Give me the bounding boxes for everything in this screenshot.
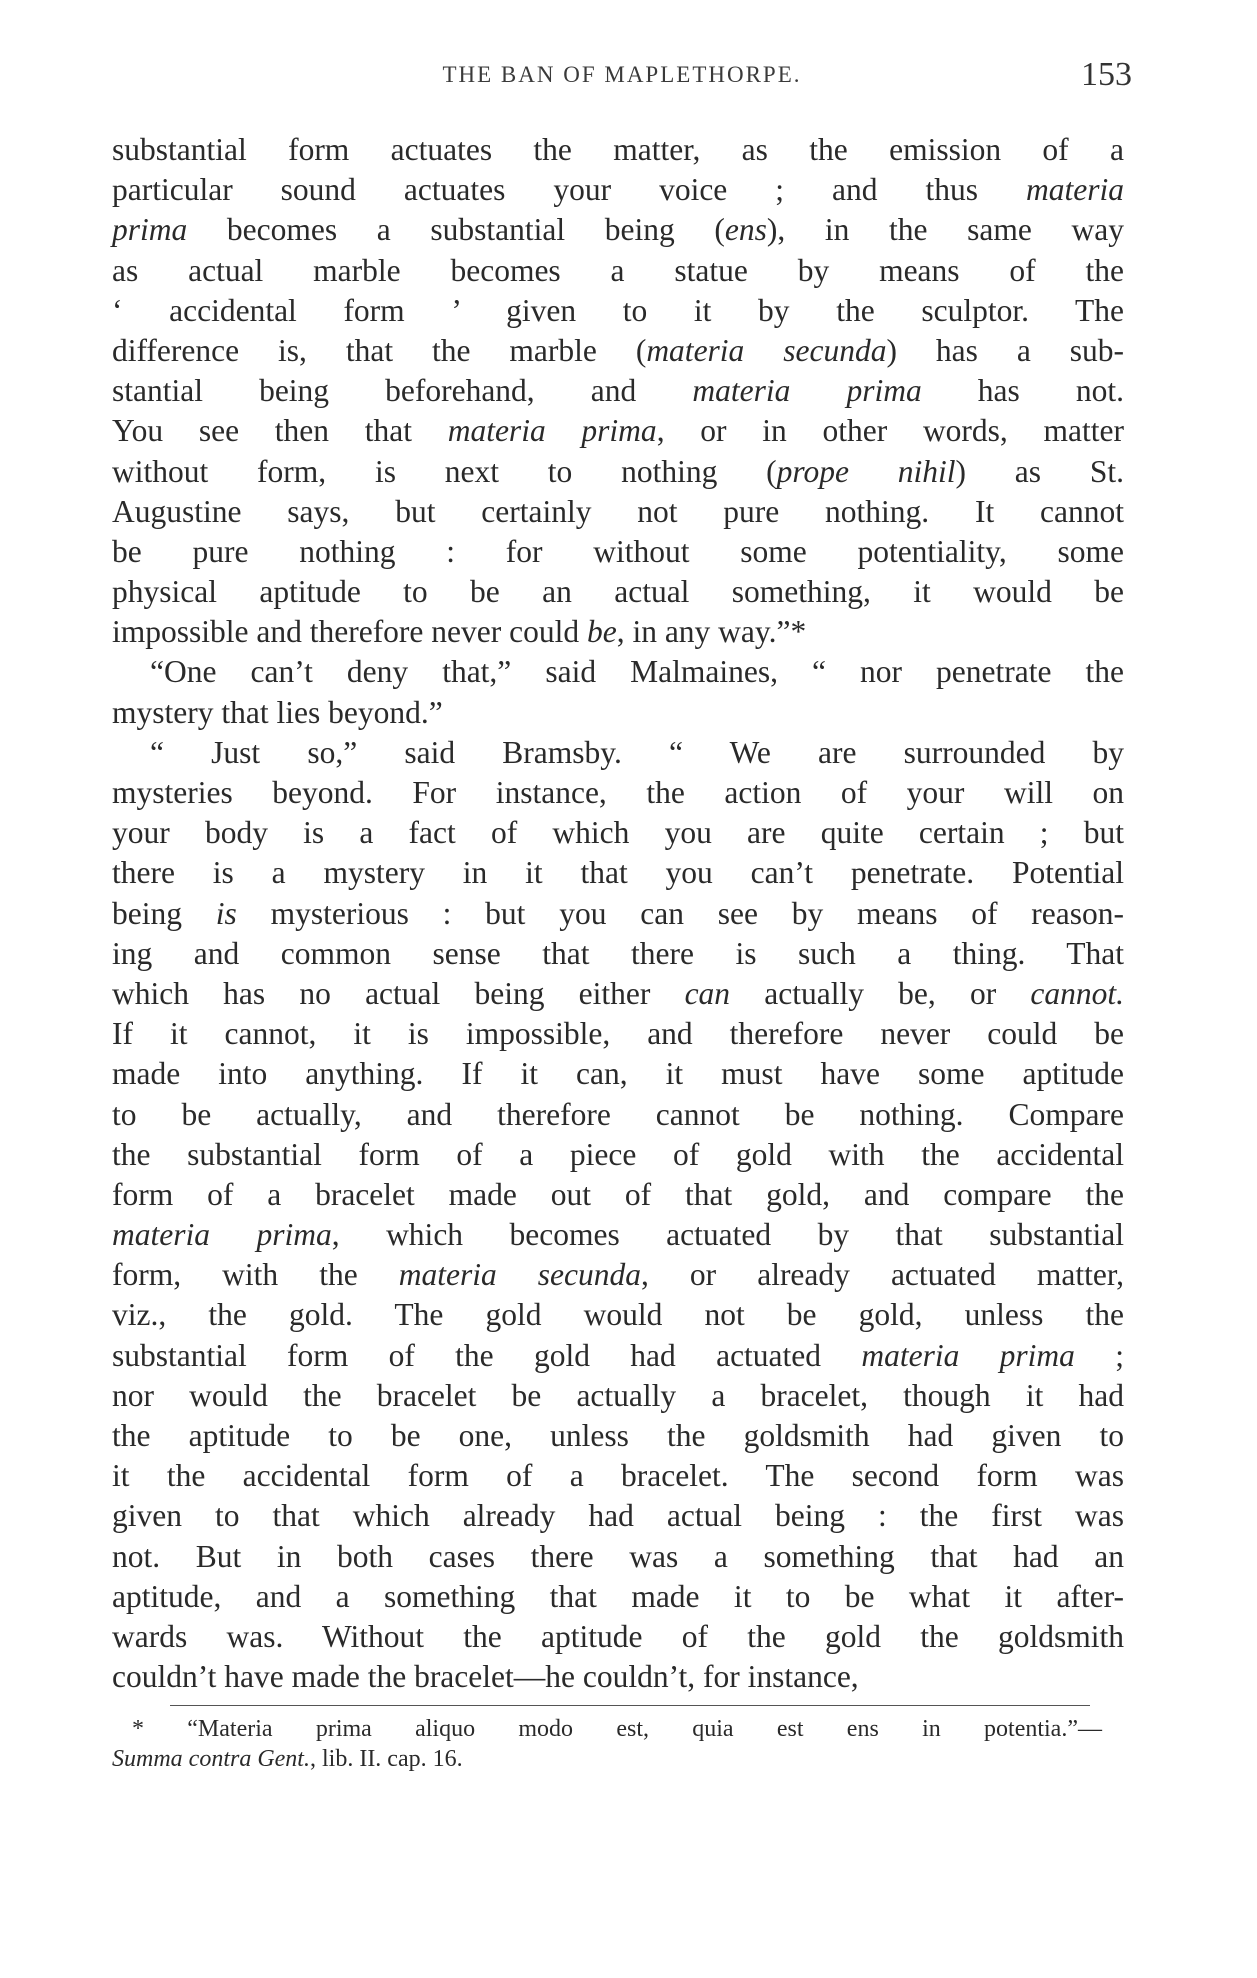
text-line — [112, 652, 1124, 692]
text-run: be pure nothing : for without some potentiality, some — [112, 533, 1124, 569]
text-line — [112, 1215, 1124, 1255]
text-run: form, with the — [112, 1257, 399, 1293]
running-head: THE BAN OF MAPLETHORPE. — [442, 62, 802, 87]
text-run: substantial form actuates the matter, as the emission of a — [112, 132, 1124, 167]
footnote-citation-title: Summa contra Gent. — [112, 1746, 310, 1772]
text-run: has not. — [921, 373, 1124, 409]
text-line — [112, 1095, 1124, 1135]
text-line — [112, 1054, 1124, 1094]
text-line — [112, 612, 1124, 652]
text-run: ing and common sense that there is such a thing. That — [112, 935, 1124, 971]
text-run: ) has a sub- — [886, 332, 1124, 368]
text-run: aptitude, and a something that made it to be what it after- — [112, 1578, 1124, 1614]
page-number: 153 — [1081, 56, 1132, 93]
footnote-citation — [112, 1744, 1102, 1774]
body-text — [112, 130, 1124, 1697]
italic-term: materia prima — [692, 373, 922, 409]
text-run: If it cannot, it is impossible, and therefore never could be — [112, 1016, 1124, 1052]
text-run: nor would the bracelet be actually a bracelet, though it had — [112, 1377, 1124, 1413]
text-run: form of a bracelet made out of that gold, and compare the — [112, 1176, 1124, 1212]
text-run: ) as St. — [955, 453, 1124, 489]
text-run: to be actually, and therefore cannot be nothing. Compare — [112, 1096, 1124, 1132]
text-line — [112, 1456, 1124, 1496]
text-run: , in any way.”* — [616, 614, 807, 650]
text-line — [112, 1496, 1124, 1536]
text-run: ), in the same way — [766, 212, 1124, 248]
text-line — [112, 813, 1124, 853]
text-run: given to that which already had actual being : the first was — [112, 1498, 1124, 1534]
text-line — [112, 974, 1124, 1014]
footnote-citation-rest: , lib. II. cap. 16. — [309, 1746, 463, 1772]
text-line — [112, 1577, 1124, 1617]
text-run: actually be, or — [730, 975, 1031, 1011]
text-line — [112, 572, 1124, 612]
text-line — [112, 1537, 1124, 1577]
text-line — [112, 693, 1124, 733]
text-run: the substantial form of a piece of gold with the accidental — [112, 1136, 1124, 1172]
italic-term: is — [215, 895, 237, 931]
text-line — [112, 452, 1124, 492]
text-run: mysterious : but you can see by means of reason- — [236, 895, 1125, 931]
text-run: being — [112, 895, 216, 931]
footnote-rule — [170, 1705, 1090, 1706]
text-line — [112, 1416, 1124, 1456]
text-run: You see then that — [112, 413, 448, 449]
text-run: impossible and therefore never could — [112, 614, 587, 650]
text-line — [112, 1175, 1124, 1215]
italic-term: cannot. — [1030, 975, 1125, 1011]
text-line — [112, 492, 1124, 532]
text-run: mystery that lies beyond.” — [112, 694, 443, 730]
text-run: which has no actual being either — [112, 975, 685, 1011]
italic-term: ens — [724, 212, 767, 248]
italic-term: prima — [112, 212, 188, 248]
italic-term: materia prima — [861, 1337, 1075, 1373]
text-line — [112, 1135, 1124, 1175]
italic-term: be — [586, 614, 617, 650]
text-line — [112, 1376, 1124, 1416]
text-run: difference is, that the marble ( — [112, 332, 647, 368]
italic-term: can — [684, 975, 731, 1011]
text-line — [112, 371, 1124, 411]
text-line — [112, 130, 1124, 170]
text-run: wards was. Without the aptitude of the gold the goldsmith — [112, 1618, 1124, 1654]
text-line — [112, 1295, 1124, 1335]
text-run: your body is a fact of which you are quite certain ; but — [112, 815, 1124, 851]
italic-term: materia prima — [112, 1217, 332, 1253]
text-run: stantial being beforehand, and — [112, 373, 693, 409]
text-line — [112, 331, 1124, 371]
text-run: ; — [1074, 1337, 1124, 1373]
text-run: , which becomes actuated by that substantial — [331, 1217, 1124, 1253]
page-header — [112, 56, 1132, 116]
text-run: physical aptitude to be an actual something, it would be — [112, 574, 1124, 610]
text-run: “One can’t deny that,” said Malmaines, “ nor penetrate the — [150, 654, 1124, 690]
text-line — [112, 251, 1124, 291]
text-line — [112, 170, 1124, 210]
text-line — [112, 733, 1124, 773]
text-run: ‘ accidental form ’ given to it by the sculptor. The — [112, 292, 1124, 328]
text-run: viz., the gold. The gold would not be gold, unless the — [112, 1297, 1124, 1333]
text-run: “ Just so,” said Bramsby. “ We are surrounded by — [150, 734, 1124, 770]
text-run: substantial form of the gold had actuated — [112, 1337, 862, 1373]
footnote — [112, 1714, 1102, 1774]
text-run: as actual marble becomes a statue by means of the — [112, 252, 1124, 288]
text-run: becomes a substantial being ( — [187, 212, 725, 248]
text-line — [112, 1336, 1124, 1376]
text-run: it the accidental form of a bracelet. The second form was — [112, 1458, 1124, 1494]
italic-term: materia prima — [447, 413, 657, 449]
text-run: couldn’t have made the bracelet—he couldn’t, for instance, — [112, 1659, 859, 1695]
text-line — [112, 532, 1124, 572]
text-run: the aptitude to be one, unless the goldsmith had given to — [112, 1418, 1124, 1453]
text-run: made into anything. If it can, it must have some aptitude — [112, 1056, 1124, 1092]
text-line — [112, 210, 1124, 250]
text-line — [112, 1617, 1124, 1657]
italic-term: materia — [1026, 172, 1124, 208]
text-line — [112, 291, 1124, 331]
text-run: without form, is next to nothing ( — [112, 453, 777, 489]
text-line — [112, 1014, 1124, 1054]
text-run: mysteries beyond. For instance, the action of your will on — [112, 775, 1124, 810]
text-line — [112, 411, 1124, 451]
text-run: not. But in both cases there was a something that had an — [112, 1538, 1124, 1574]
italic-term: prope nihil — [776, 453, 956, 489]
text-line — [112, 894, 1124, 934]
text-run: particular sound actuates your voice ; and thus — [112, 172, 1026, 208]
text-run: there is a mystery in it that you can’t penetrate. Potential — [112, 855, 1124, 891]
text-run: Augustine says, but certainly not pure nothing. It cannot — [112, 493, 1124, 529]
text-run: , or in other words, matter — [656, 413, 1124, 449]
text-line — [112, 1255, 1124, 1295]
text-line — [112, 934, 1124, 974]
italic-term: materia secunda — [646, 332, 887, 368]
italic-term: materia secunda — [398, 1257, 641, 1293]
text-line — [112, 853, 1124, 893]
text-line — [112, 1657, 1124, 1697]
text-run: , or already actuated matter, — [641, 1257, 1124, 1293]
text-line — [112, 773, 1124, 813]
footnote-line: * “Materia prima aliquo modo est, quia est ens in potentia.”— — [132, 1716, 1102, 1742]
